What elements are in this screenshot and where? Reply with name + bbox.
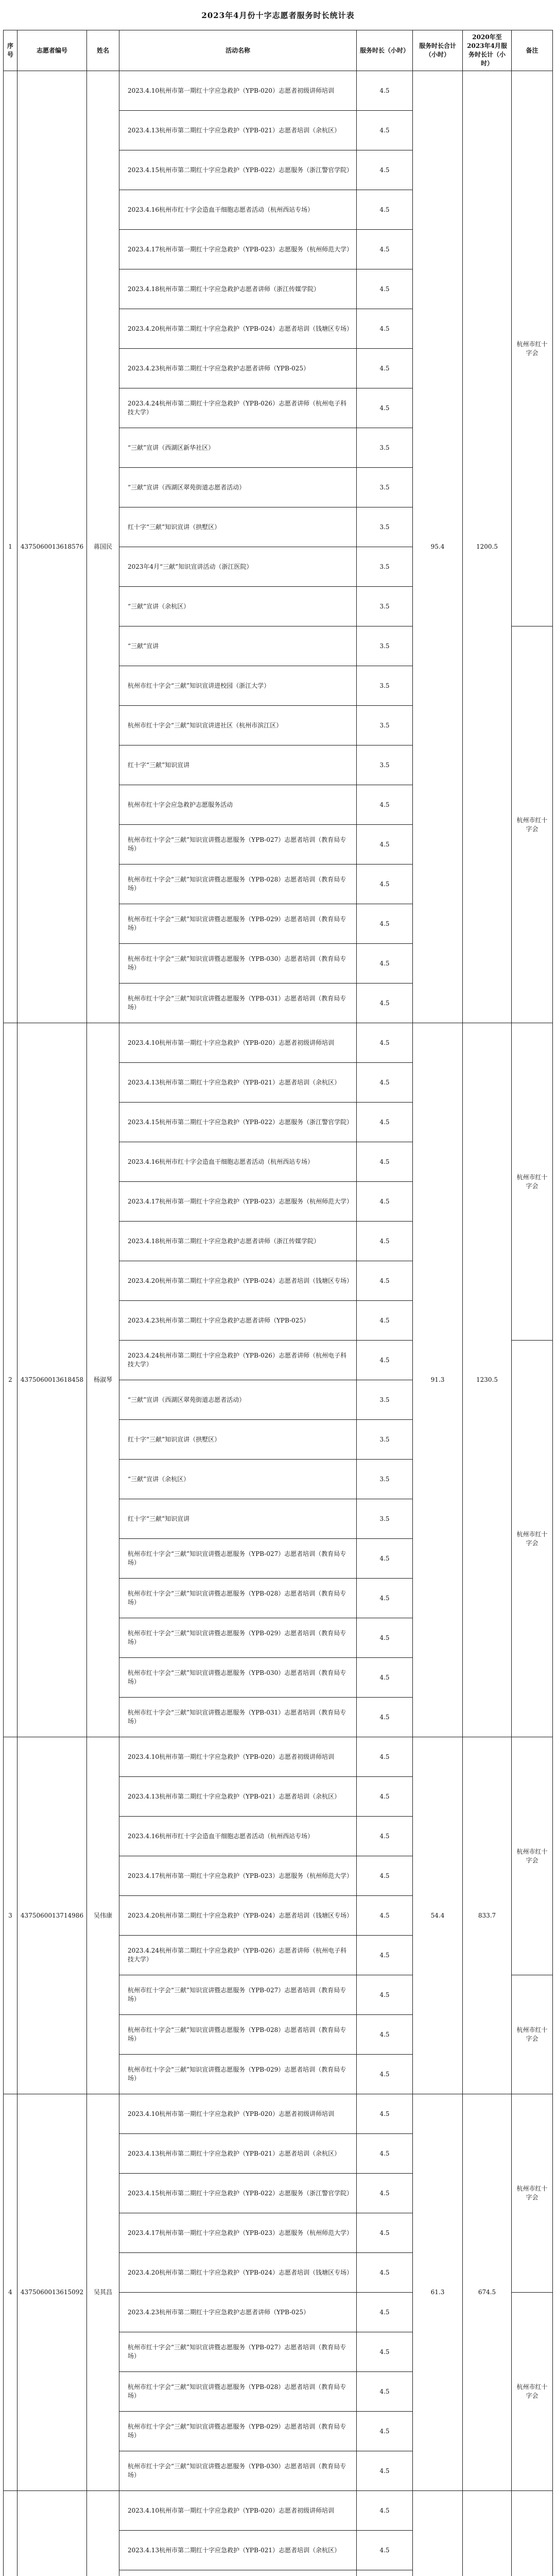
activity-name: 杭州市红十字会“三献”知识宣讲暨志愿服务（YPB-027）志愿者培训（教育局专场） — [119, 2332, 357, 2372]
note-cell: 杭州市红十字会 — [512, 1023, 553, 1341]
activity-hours: 3.5 — [357, 1499, 413, 1539]
activity-name: 红十字“三献”知识宣讲 — [119, 1499, 357, 1539]
activity-hours: 4.5 — [357, 1301, 413, 1341]
activity-name: 杭州市红十字会“三献”知识宣讲暨志愿服务（YPB-027）志愿者培训（教育局专场） — [119, 1539, 357, 1579]
note-cell: 杭州市红十字会 — [512, 71, 553, 626]
hours-total: 1230.5 — [463, 1023, 512, 1737]
activity-name: 红十字“三献”知识宣讲 — [119, 745, 357, 785]
activity-name: 2023.4.17杭州市第一期红十字应急救护（YPB-023）志愿服务（杭州师范大学） — [119, 230, 357, 269]
activity-hours: 4.5 — [357, 2174, 413, 2213]
activity-name: 2023.4.20杭州市第二期红十字应急救护（YPB-024）志愿者培训（钱塘区专场） — [119, 1261, 357, 1301]
activity-name: 2023.4.24杭州市第二期红十字应急救护（YPB-026）志愿者讲师（杭州电子科技大学） — [119, 1936, 357, 1975]
row-index — [4, 2491, 18, 2576]
activity-hours: 4.5 — [357, 1103, 413, 1142]
volunteer-name: 吴伟康 — [87, 1737, 119, 2094]
activity-hours: 4.5 — [357, 1896, 413, 1936]
note-cell: 杭州市红十字会 — [512, 2094, 553, 2293]
activity-name: 杭州市红十字会“三献”知识宣讲暨志愿服务（YPB-028）志愿者培训（教育局专场） — [119, 1579, 357, 1618]
activity-hours: 3.5 — [357, 1380, 413, 1420]
activity-name: 2023.4.17杭州市第一期红十字应急救护（YPB-023）志愿服务（杭州师范大学） — [119, 1856, 357, 1896]
activity-hours: 4.5 — [357, 349, 413, 388]
activity-name: 2023.4.20杭州市第二期红十字应急救护（YPB-024）志愿者培训（钱塘区专场） — [119, 2253, 357, 2293]
activity-name: 杭州市红十字会“三献”知识宣讲暨志愿服务（YPB-030）志愿者培训（教育局专场） — [119, 2451, 357, 2491]
activity-name: 2023.4.18杭州市第二期红十字应急救护志愿者讲师（浙江传媒学院） — [119, 269, 357, 309]
activity-hours: 4.5 — [357, 865, 413, 904]
activity-name: 红十字“三献”知识宣讲（拱墅区） — [119, 507, 357, 547]
note-cell: 杭州市红十字会 — [512, 626, 553, 1023]
activity-hours: 4.5 — [357, 2015, 413, 2055]
activity-name: 2023.4.10杭州市第一期红十字应急救护（YPB-020）志愿者初级讲师培训 — [119, 2094, 357, 2134]
activity-name: “三献”宣讲（西湖区翠苑街道志愿者活动） — [119, 468, 357, 507]
activity-hours: 4.5 — [357, 2451, 413, 2491]
activity-name: 2023.4.20杭州市第二期红十字应急救护（YPB-024）志愿者培训（钱塘区专场） — [119, 309, 357, 349]
activity-hours: 4.5 — [357, 230, 413, 269]
hours-sum: 54.4 — [413, 1737, 463, 2094]
table-header — [4, 30, 553, 71]
activity-name: 杭州市红十字会“三献”知识宣讲暨志愿服务（YPB-030）志愿者培训（教育局专场） — [119, 944, 357, 984]
note-cell — [512, 2491, 553, 2576]
activity-name: 杭州市红十字会“三献”知识宣讲暨志愿服务（YPB-029）志愿者培训（教育局专场） — [119, 904, 357, 944]
table-body — [4, 71, 553, 2576]
hours-sum: 91.3 — [413, 1023, 463, 1737]
activity-hours: 4.5 — [357, 2213, 413, 2253]
volunteer-name: 杨淑琴 — [87, 1023, 119, 1737]
activity-hours: 4.5 — [357, 309, 413, 349]
activity-hours: 4.5 — [357, 1618, 413, 1658]
activity-hours: 4.5 — [357, 111, 413, 150]
header-hours-total: 2020年至2023年4月服务时长计（小时） — [463, 30, 512, 71]
activity-name: 2023.4.10杭州市第一期红十字应急救护（YPB-020）志愿者初级讲师培训 — [119, 1023, 357, 1063]
activity-hours: 4.5 — [357, 944, 413, 984]
activity-hours: 4.5 — [357, 190, 413, 230]
activity-name: 2023.4.24杭州市第二期红十字应急救护（YPB-026）志愿者讲师（杭州电子科技大学） — [119, 388, 357, 428]
activity-hours: 3.5 — [357, 507, 413, 547]
header-note: 备注 — [512, 30, 553, 71]
activity-hours: 3.5 — [357, 706, 413, 745]
table-row — [4, 2491, 553, 2531]
activity-hours: 4.5 — [357, 1063, 413, 1103]
hours-sum: 95.4 — [413, 71, 463, 1023]
activity-hours: 3.5 — [357, 666, 413, 706]
activity-hours: 4.5 — [357, 2412, 413, 2451]
activity-name: 2023.4.17杭州市第一期红十字应急救护（YPB-023）志愿服务（杭州师范大学） — [119, 1182, 357, 1222]
activity-name: 杭州市红十字会“三献”知识宣讲暨志愿服务（YPB-031）志愿者培训（教育局专场） — [119, 1698, 357, 1737]
note-cell: 杭州市红十字会 — [512, 1737, 553, 1975]
activity-hours: 4.5 — [357, 1579, 413, 1618]
activity-hours: 4.5 — [357, 1777, 413, 1817]
activity-hours: 4.5 — [357, 2531, 413, 2570]
activity-hours: 4.5 — [357, 2372, 413, 2412]
activity-name: 杭州市红十字会“三献”知识宣讲暨志愿服务（YPB-028）志愿者培训（教育局专场） — [119, 2015, 357, 2055]
volunteer-name — [87, 2491, 119, 2576]
activity-hours: 4.5 — [357, 1142, 413, 1182]
activity-name: 杭州市红十字会“三献”知识宣讲暨志愿服务（YPB-027）志愿者培训（教育局专场） — [119, 825, 357, 865]
activity-hours: 4.5 — [357, 2134, 413, 2174]
activity-name: 杭州市红十字会“三献”知识宣讲进校园（浙江大学） — [119, 666, 357, 706]
activity-hours: 4.5 — [357, 2293, 413, 2332]
volunteer-id: 4375060013618576 — [18, 71, 87, 1023]
note-cell: 杭州市红十字会 — [512, 1341, 553, 1737]
activity-name: “三献”宣讲（余杭区） — [119, 587, 357, 626]
table-row — [4, 2094, 553, 2134]
activity-hours: 3.5 — [357, 745, 413, 785]
header-volunteer-id: 志愿者编号 — [18, 30, 87, 71]
hours-total: 1200.5 — [463, 71, 512, 1023]
activity-name: “三献”宣讲（余杭区） — [119, 1460, 357, 1499]
activity-hours: 4.5 — [357, 1698, 413, 1737]
activity-hours: 3.5 — [357, 587, 413, 626]
activity-name: 杭州市红十字会“三献”知识宣讲暨志愿服务（YPB-028）志愿者培训（教育局专场） — [119, 2372, 357, 2412]
header-activity: 活动名称 — [119, 30, 357, 71]
activity-name: 2023.4.20杭州市第二期红十字应急救护（YPB-024）志愿者培训（钱塘区专场） — [119, 1896, 357, 1936]
activity-name: “三献”宣讲（西湖区新华社区） — [119, 428, 357, 468]
activity-name: 杭州市红十字会“三献”知识宣讲进社区（杭州市滨江区） — [119, 706, 357, 745]
activity-hours: 4.5 — [357, 1023, 413, 1063]
row-index: 4 — [4, 2094, 18, 2491]
activity-name: 2023.4.18杭州市第二期红十字应急救护志愿者讲师（浙江传媒学院） — [119, 1222, 357, 1261]
activity-name: 杭州市红十字会“三献”知识宣讲暨志愿服务（YPB-031）志愿者培训（教育局专场） — [119, 984, 357, 1023]
hours-sum — [413, 2491, 463, 2576]
hours-total: 674.5 — [463, 2094, 512, 2491]
note-cell: 杭州市红十字会 — [512, 2293, 553, 2491]
activity-hours: 4.5 — [357, 388, 413, 428]
activity-hours: 4.5 — [357, 904, 413, 944]
activity-hours: 4.5 — [357, 1737, 413, 1777]
activity-hours — [357, 2570, 413, 2576]
activity-hours: 4.5 — [357, 269, 413, 309]
hours-total — [463, 2491, 512, 2576]
activity-name: 2023.4.13杭州市第二期红十字应急救护（YPB-021）志愿者培训（余杭区） — [119, 111, 357, 150]
volunteer-name: 吴其昌 — [87, 2094, 119, 2491]
activity-name: 2023.4.16杭州市红十字会造血干细胞志愿者活动（杭州西站专场） — [119, 1817, 357, 1856]
activity-name: “三献”宣讲 — [119, 626, 357, 666]
volunteer-id: 4375060013615092 — [18, 2094, 87, 2491]
hours-total: 833.7 — [463, 1737, 512, 2094]
activity-hours: 4.5 — [357, 1975, 413, 2015]
activity-name: 2023.4.23杭州市第二期红十字应急救护志愿者讲师（YPB-025） — [119, 1301, 357, 1341]
activity-hours: 4.5 — [357, 1341, 413, 1380]
note-cell: 杭州市红十字会 — [512, 1975, 553, 2094]
activity-hours: 4.5 — [357, 1856, 413, 1896]
hours-table — [3, 30, 553, 2576]
activity-name: 2023.4.15杭州市第二期红十字应急救护（YPB-022）志愿服务（浙江警官学院） — [119, 150, 357, 190]
activity-hours: 4.5 — [357, 1817, 413, 1856]
activity-name: 2023.4.17杭州市第一期红十字应急救护（YPB-023）志愿服务（杭州师范大学） — [119, 2213, 357, 2253]
activity-name: 2023.4.24杭州市第二期红十字应急救护（YPB-026）志愿者讲师（杭州电子科技大学） — [119, 1341, 357, 1380]
activity-hours: 4.5 — [357, 2332, 413, 2372]
header-hours-sum: 服务时长合计（小时） — [413, 30, 463, 71]
header-index: 序号 — [4, 30, 18, 71]
activity-hours: 4.5 — [357, 71, 413, 111]
activity-name: 杭州市红十字会应急救护志愿服务活动 — [119, 785, 357, 825]
row-index: 1 — [4, 71, 18, 1023]
activity-hours: 3.5 — [357, 428, 413, 468]
table-row — [4, 1737, 553, 1777]
activity-hours: 3.5 — [357, 1420, 413, 1460]
document-title: 2023年4月份十字志愿者服务时长统计表 — [201, 10, 355, 20]
activity-name: “三献”宣讲（西湖区翠苑街道志愿者活动） — [119, 1380, 357, 1420]
activity-name: 2023.4.16杭州市红十字会造血干细胞志愿者活动（杭州西站专场） — [119, 1142, 357, 1182]
activity-name: 杭州市红十字会“三献”知识宣讲暨志愿服务（YPB-030）志愿者培训（教育局专场） — [119, 1658, 357, 1698]
activity-name — [119, 2570, 357, 2576]
activity-name: 2023.4.10杭州市第一期红十字应急救护（YPB-020）志愿者初级讲师培训 — [119, 2491, 357, 2531]
activity-name: 2023.4.13杭州市第二期红十字应急救护（YPB-021）志愿者培训（余杭区） — [119, 2531, 357, 2570]
activity-hours: 4.5 — [357, 1658, 413, 1698]
activity-name: 2023.4.10杭州市第一期红十字应急救护（YPB-020）志愿者初级讲师培训 — [119, 71, 357, 111]
activity-name: 2023.4.10杭州市第一期红十字应急救护（YPB-020）志愿者初级讲师培训 — [119, 1737, 357, 1777]
activity-name: 2023.4.13杭州市第二期红十字应急救护（YPB-021）志愿者培训（余杭区） — [119, 1063, 357, 1103]
volunteer-name: 蒋国民 — [87, 71, 119, 1023]
header-hours: 服务时长（小时） — [357, 30, 413, 71]
activity-name: 2023.4.15杭州市第二期红十字应急救护（YPB-022）志愿服务（浙江警官学院） — [119, 2174, 357, 2213]
activity-name: 杭州市红十字会“三献”知识宣讲暨志愿服务（YPB-029）志愿者培训（教育局专场） — [119, 1618, 357, 1658]
header-name: 姓名 — [87, 30, 119, 71]
hours-sum: 61.3 — [413, 2094, 463, 2491]
volunteer-id — [18, 2491, 87, 2576]
activity-hours: 4.5 — [357, 1182, 413, 1222]
activity-hours: 4.5 — [357, 2491, 413, 2531]
activity-hours: 4.5 — [357, 1936, 413, 1975]
activity-hours: 4.5 — [357, 150, 413, 190]
activity-name: 2023.4.13杭州市第二期红十字应急救护（YPB-021）志愿者培训（余杭区） — [119, 2134, 357, 2174]
activity-name: 红十字“三献”知识宣讲（拱墅区） — [119, 1420, 357, 1460]
activity-hours: 3.5 — [357, 626, 413, 666]
header-row — [4, 30, 553, 71]
row-index: 2 — [4, 1023, 18, 1737]
activity-hours: 3.5 — [357, 468, 413, 507]
activity-name: 杭州市红十字会“三献”知识宣讲暨志愿服务（YPB-029）志愿者培训（教育局专场） — [119, 2412, 357, 2451]
activity-hours: 4.5 — [357, 984, 413, 1023]
activity-hours: 4.5 — [357, 825, 413, 865]
activity-name: 2023年4月“三献”知识宣讲活动（浙江医院） — [119, 547, 357, 587]
activity-name: 2023.4.13杭州市第二期红十字应急救护（YPB-021）志愿者培训（余杭区） — [119, 1777, 357, 1817]
activity-hours: 3.5 — [357, 547, 413, 587]
activity-hours: 3.5 — [357, 1460, 413, 1499]
activity-hours: 4.5 — [357, 785, 413, 825]
activity-name: 2023.4.23杭州市第二期红十字应急救护志愿者讲师（YPB-025） — [119, 349, 357, 388]
row-index: 3 — [4, 1737, 18, 2094]
activity-hours: 4.5 — [357, 1222, 413, 1261]
volunteer-id: 4375060013618458 — [18, 1023, 87, 1737]
activity-name: 2023.4.16杭州市红十字会造血干细胞志愿者活动（杭州西站专场） — [119, 190, 357, 230]
activity-hours: 4.5 — [357, 2055, 413, 2094]
activity-hours: 4.5 — [357, 1261, 413, 1301]
table-row — [4, 1023, 553, 1063]
activity-name: 2023.4.23杭州市第二期红十字应急救护志愿者讲师（YPB-025） — [119, 2293, 357, 2332]
activity-hours: 4.5 — [357, 2253, 413, 2293]
table-row — [4, 71, 553, 111]
activity-name: 杭州市红十字会“三献”知识宣讲暨志愿服务（YPB-028）志愿者培训（教育局专场） — [119, 865, 357, 904]
activity-name: 杭州市红十字会“三献”知识宣讲暨志愿服务（YPB-029）志愿者培训（教育局专场） — [119, 2055, 357, 2094]
activity-name: 杭州市红十字会“三献”知识宣讲暨志愿服务（YPB-027）志愿者培训（教育局专场） — [119, 1975, 357, 2015]
volunteer-id: 4375060013714986 — [18, 1737, 87, 2094]
activity-hours: 4.5 — [357, 1539, 413, 1579]
activity-name: 2023.4.15杭州市第二期红十字应急救护（YPB-022）志愿服务（浙江警官学院） — [119, 1103, 357, 1142]
activity-hours: 4.5 — [357, 2094, 413, 2134]
